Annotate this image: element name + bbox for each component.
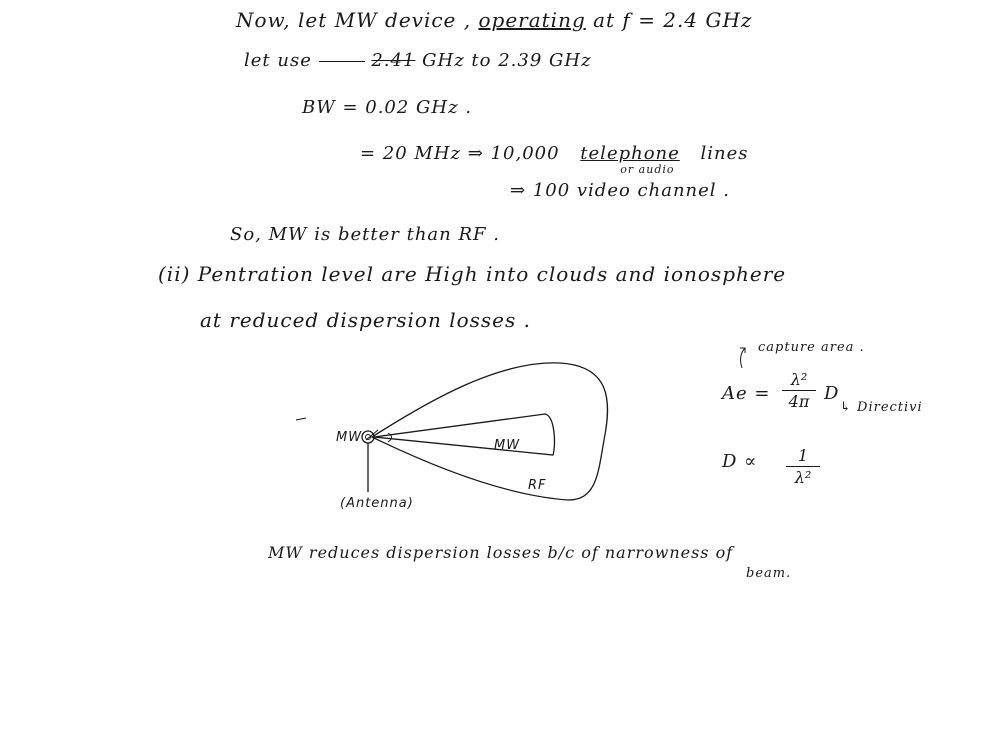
note-line-7: (ii) Pentration level are High into clouds and ionosphere [158, 262, 787, 286]
antenna-mw-label: MW [336, 430, 363, 445]
note-line-4-end: lines [700, 143, 749, 164]
note-line-2-end: GHz to 2.39 GHz [422, 50, 592, 71]
note-line-4-start: = 20 MHz ⇒ 10,000 [360, 143, 560, 164]
ae-fraction [782, 370, 816, 411]
note-line-1-operating: operating [478, 8, 586, 32]
antenna-label: (Antenna) [340, 496, 414, 511]
rf-beam-label: RF [528, 478, 547, 493]
ae-numerator: λ² [790, 370, 808, 389]
ae-denominator: 4π [788, 392, 810, 411]
capture-arrow [740, 348, 745, 368]
note-line-8: at reduced dispersion losses . [200, 308, 531, 332]
note-line-4-telephone: telephone [580, 143, 680, 164]
rf-lobe [372, 363, 608, 500]
note-line-6: So, MW is better than RF . [230, 224, 500, 245]
note-line-3: BW = 0.02 GHz . [302, 97, 473, 118]
note-line-1-start: Now, let MW device , [236, 8, 472, 32]
note-line-2-struck: 2.41 [371, 50, 416, 71]
footer-line-1: MW reduces dispersion losses b/c of narrowness of [268, 543, 734, 562]
mw-lobe [374, 414, 554, 455]
note-line-1-end: at f = 2.4 GHz [593, 8, 753, 32]
d-denominator: λ² [794, 468, 812, 487]
footer-line-2: beam. [746, 566, 792, 581]
d-fraction [786, 446, 820, 487]
note-line-4-sub: or audio [620, 163, 675, 176]
directivity-note: ↳ Directivi [840, 400, 923, 415]
d-numerator: 1 [797, 446, 809, 465]
mw-beam-label: MW [494, 438, 521, 453]
ae-directivity: D [824, 383, 840, 404]
capture-area-note: capture area . [758, 340, 865, 355]
note-line-5: ⇒ 100 video channel . [510, 180, 730, 201]
ae-lhs: Ae = [722, 383, 771, 404]
d-lhs: D ∝ [722, 451, 758, 472]
note-line-2-start: let use [244, 50, 312, 71]
